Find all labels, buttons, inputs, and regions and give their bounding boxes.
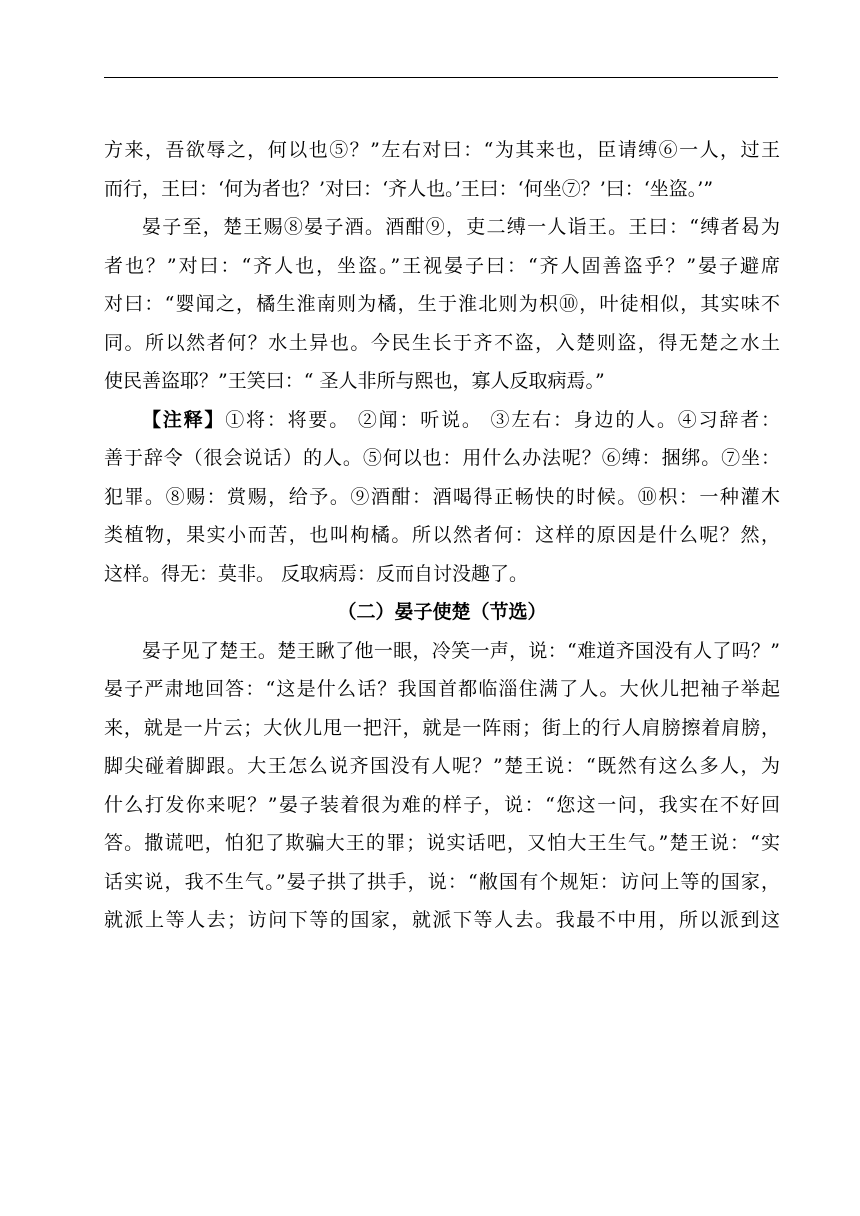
notes-line: 犯罪。⑧赐：赏赐，给予。⑨酒酣：酒喝得正畅快的时候。⑩枳：一种灌木 — [104, 485, 780, 508]
notes-section — [104, 401, 780, 594]
text-line: 什么打发你来呢？”晏子装着很为难的样子，说：“您这一问，我实在不好回 — [104, 793, 780, 816]
text-line: 晏子至，楚王赐⑧晏子酒。酒酣⑨，吏二缚一人诣王。王曰：“缚者曷为 — [142, 216, 780, 238]
text-line: 晏子见了楚王。楚王瞅了他一眼，冷笑一声，说：“难道齐国没有人了吗？” — [142, 639, 780, 662]
header-rule — [104, 77, 778, 78]
text-line: 者也？”对曰：“齐人也，坐盗。”王视晏子曰：“齐人固善盗乎？”晏子避席 — [104, 254, 780, 277]
passage-one — [104, 131, 780, 401]
text-line: 答。撒谎吧，怕犯了欺骗大王的罪；说实话吧，又怕大王生气。”楚王说：“实 — [104, 832, 780, 854]
text-line: 晏子严肃地回答：“这是什么话？我国首都临淄住满了人。大伙儿把袖子举起 — [104, 678, 780, 700]
notes-line: 这样。得无：莫非。 反取病焉：反而自讨没趣了。 — [104, 562, 529, 585]
text-line: 而行，王曰：‘何为者也？’对曰：‘齐人也。’王曰：‘何坐⑦？’曰：‘坐盗。’” — [104, 177, 714, 200]
text-line: 话实说，我不生气。”晏子拱了拱手，说：“敝国有个规矩：访问上等的国家， — [104, 870, 780, 893]
section-two — [104, 593, 780, 940]
notes-first-line — [104, 401, 780, 440]
text-line: 对曰：“婴闻之，橘生淮南则为橘，生于淮北则为枳⑩，叶徒相似，其实味不 — [104, 293, 780, 315]
text-line: 使民善盗耶？”王笑曰：“ 圣人非所与熙也，寡人反取病焉。” — [104, 370, 605, 392]
notes-text: ①将：将要。 ②闻：听说。 ③左右：身边的人。④习辞者： — [225, 408, 780, 431]
notes-line: 类植物，果实小而苦，也叫枸橘。所以然者何：这样的原因是什么呢？然， — [104, 524, 780, 546]
notes-line: 善于辞令（很会说话）的人。⑤何以也：用什么办法呢？⑥缚：捆绑。⑦坐： — [104, 447, 780, 469]
section-title: （二）晏子使楚（节选） — [337, 601, 547, 623]
text-line: 方来，吾欲辱之，何以也⑤？”左右对曰：“为其来也，臣请缚⑥一人，过王 — [104, 139, 780, 161]
text-line: 脚尖碰着脚跟。大王怎么说齐国没有人呢？”楚王说：“既然有这么多人，为 — [104, 755, 780, 777]
page-body — [104, 131, 780, 940]
text-line: 同。所以然者何？水土异也。今民生长于齐不盗，入楚则盗，得无楚之水土 — [104, 331, 780, 354]
text-line: 来，就是一片云；大伙儿甩一把汗，就是一阵雨；街上的行人肩膀擦着肩膀， — [104, 716, 780, 739]
notes-label: 【注释】 — [142, 408, 226, 431]
text-line: 就派上等人去；访问下等的国家，就派下等人去。我最不中用，所以派到这 — [104, 909, 780, 931]
